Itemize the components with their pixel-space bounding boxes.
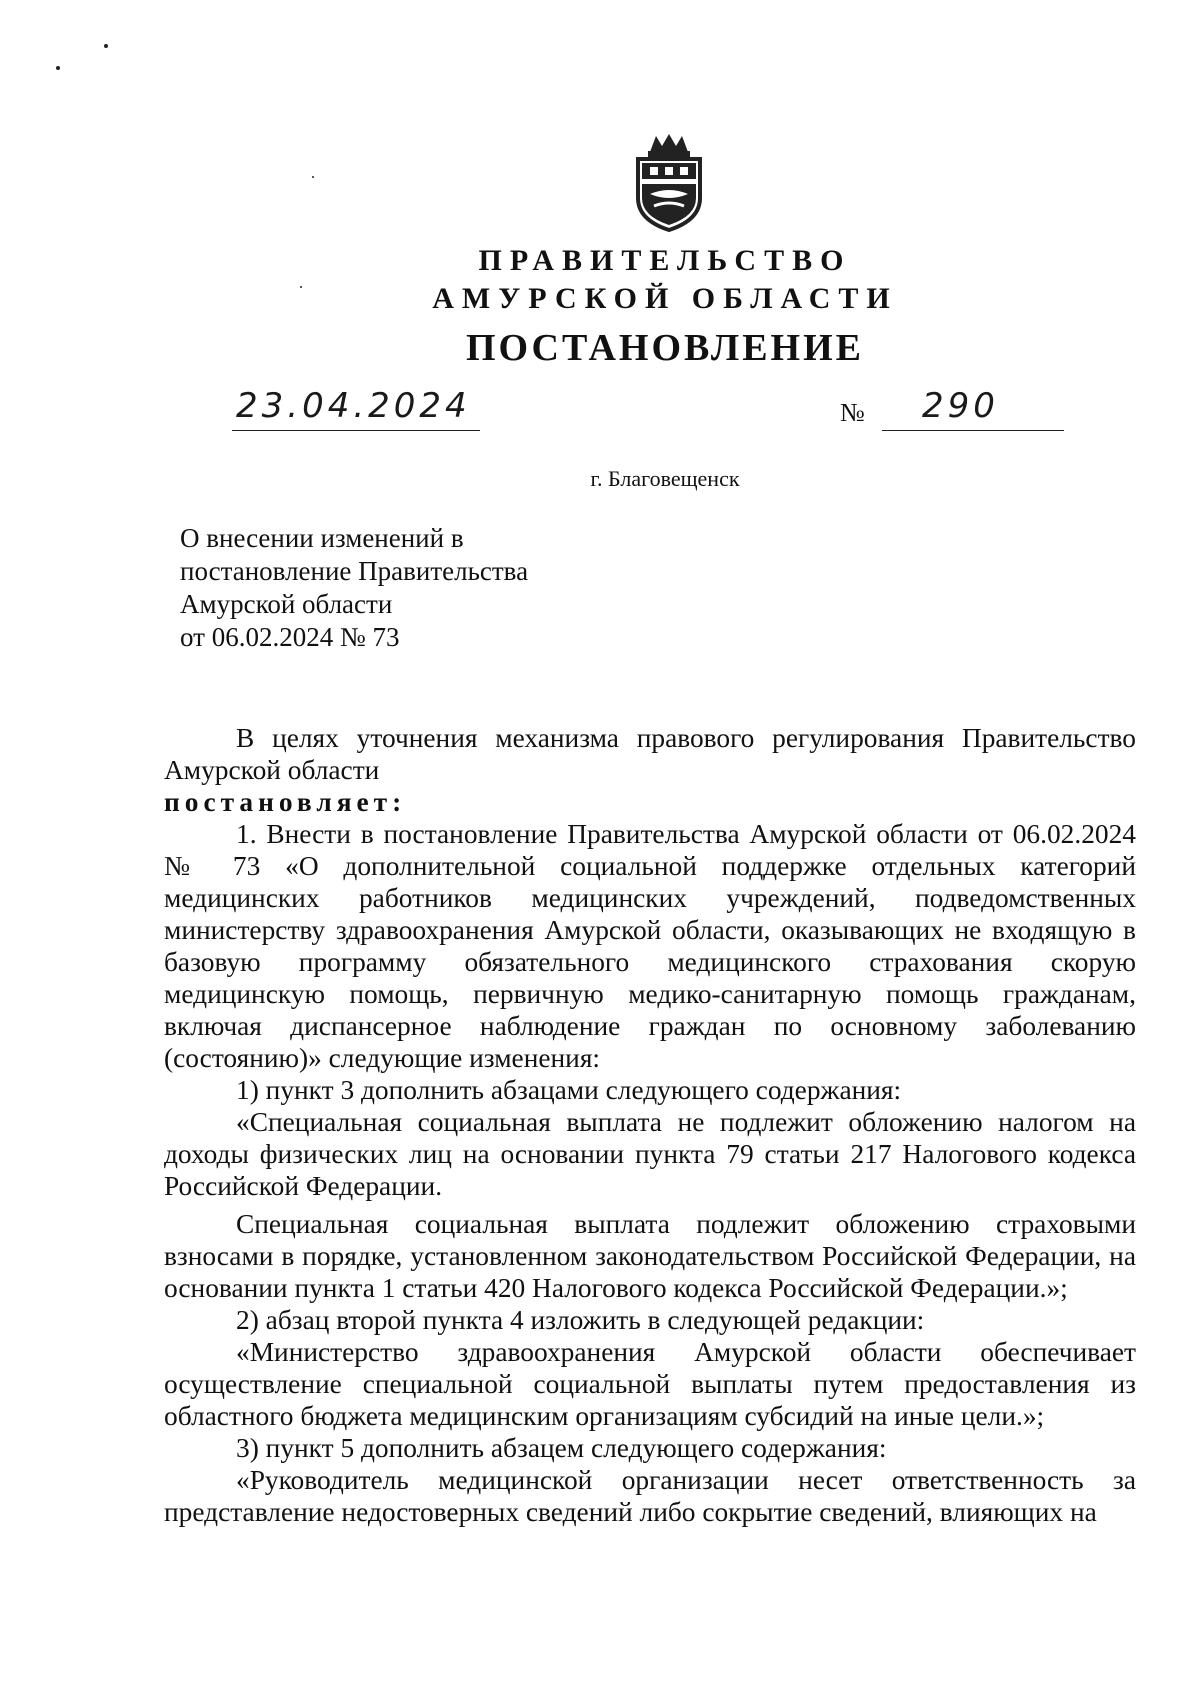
city-name: г. Благовещенск xyxy=(590,466,740,491)
decree-word: постановляет: xyxy=(164,787,407,817)
subitem-1-paragraph: 1) пункт 3 дополнить абзацами следующего содержания: xyxy=(236,1075,902,1105)
org-name-line1: ПРАВИТЕЛЬСТВО xyxy=(478,244,852,277)
title-line: постановление Правительства xyxy=(180,556,529,586)
document-title xyxy=(180,522,528,654)
quote-paragraph: «Руководитель медицинской организации несет ответственность за представление недостоверных сведений либо сокрытие сведений, влияющих на xyxy=(164,1465,1136,1527)
scan-speck xyxy=(312,176,314,178)
subitem-3-paragraph: 3) пункт 5 дополнить абзацем следующего содержания: xyxy=(236,1433,887,1463)
coat-of-arms-icon xyxy=(628,132,710,232)
quote-paragraph: Специальная социальная выплата подлежит обложению страховыми взносами в порядке, установленном законодательством Российской Федерации, на основании пункта 1 статьи 420 Налогового кодекса Российской Федерации.»; xyxy=(164,1209,1136,1303)
title-line: от 06.02.2024 № 73 xyxy=(180,622,400,652)
intro-paragraph: В целях уточнения механизма правового регулирования Правительство Амурской области xyxy=(164,723,1136,785)
scan-speck xyxy=(104,44,108,48)
org-name-line2: АМУРСКОЙ ОБЛАСТИ xyxy=(432,282,898,315)
quote-paragraph: «Специальная социальная выплата не подлежит обложению налогом на доходы физических лиц на основании пункта 79 статьи 217 Налогового кодекса Российской Федерации. xyxy=(164,1107,1136,1201)
document-type: ПОСТАНОВЛЕНИЕ xyxy=(465,327,865,369)
number-label: № xyxy=(840,398,865,427)
quote-paragraph: «Министерство здравоохранения Амурской области обеспечивает осуществление специальной социальной выплаты путем предоставления из областного бюджета медицинским организациям субсидий на иные цели.»; xyxy=(164,1337,1136,1431)
number-underline xyxy=(882,430,1064,431)
document-body xyxy=(164,722,1136,1528)
subitem-2-paragraph: 2) абзац второй пункта 4 изложить в следующей редакции: xyxy=(236,1305,925,1335)
title-line: О внесении изменений в xyxy=(180,523,464,553)
handwritten-date: 23.04.2024 xyxy=(236,386,471,426)
handwritten-number: 290 xyxy=(922,386,999,426)
date-underline xyxy=(232,430,480,431)
scan-speck xyxy=(56,66,60,70)
item-1-paragraph: 1. Внести в постановление Правительства Амурской области от 06.02.2024 № 73 «О дополнительной социальной поддержке отдельных категорий медицинских работников медицинских учреждений, подведомственных министерству здравоохранения Амурской области, оказывающих не входящую в базовую программу обязательного медицинского страхования скорую медицинскую помощь, первичную медико-санитарную помощь гражданам, включая диспансерное наблюдение граждан по основному заболеванию (состоянию)» следующие изменения: xyxy=(164,819,1136,1073)
title-line: Амурской области xyxy=(180,589,393,619)
